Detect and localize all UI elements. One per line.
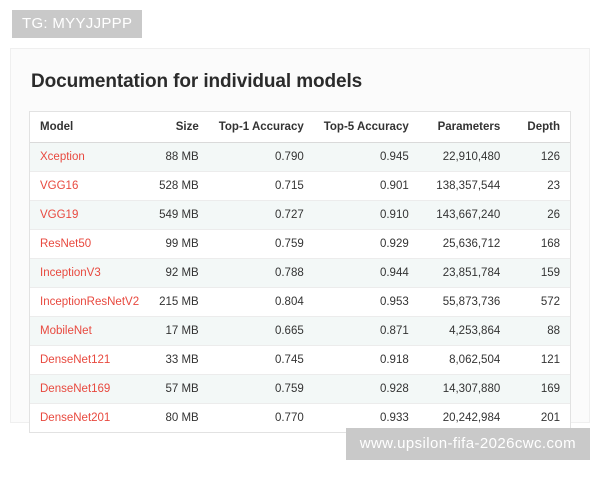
table-cell-top1: 0.790 [209,143,314,172]
table-cell-top1: 0.727 [209,201,314,230]
table-cell-top5: 0.929 [314,230,419,259]
table-cell-model [30,143,149,172]
table-cell-depth: 159 [510,259,570,288]
table-cell-size: 528 MB [149,172,209,201]
table-row [30,230,570,259]
table-cell-top1: 0.770 [274,412,304,424]
table-cell-depth: 88 [510,317,570,346]
table-cell-parameters: 23,851,784 [419,259,511,288]
table-cell-top1: 0.759 [209,230,314,259]
column-header-parameters: Parameters [419,112,511,143]
table-cell-top1: 0.665 [209,317,314,346]
models-table-header [30,112,570,143]
table-cell-model [30,317,149,346]
table-cell-top5: 0.945 [314,143,419,172]
table-cell-top5: 0.944 [314,259,419,288]
table-cell-top1: 0.745 [209,346,314,375]
model-link-densenet201[interactable]: DenseNet201 [40,412,111,424]
model-link-xception[interactable]: Xception [40,151,85,163]
model-link-resnet50[interactable]: ResNet50 [40,238,92,250]
page-title: Documentation for individual models [31,71,363,92]
model-link-mobilenet[interactable]: MobileNet [40,325,92,337]
table-cell-top5: 0.928 [314,375,419,404]
table-cell-model [30,375,149,404]
table-cell-top1: 0.788 [209,259,314,288]
table-cell-top5: 0.918 [314,346,419,375]
table-cell-size: 92 MB [149,259,209,288]
table-cell-top5: 0.871 [314,317,419,346]
model-link-vgg16[interactable]: VGG16 [40,180,79,192]
models-table-body [30,143,570,433]
table-cell-top1: 0.715 [209,172,314,201]
table-cell-size: 215 MB [149,288,209,317]
model-link-densenet121[interactable]: DenseNet121 [40,354,111,366]
table-cell-model [30,172,149,201]
table-cell-size: 80 MB [165,412,199,424]
table-row [30,317,570,346]
table-cell-depth: 168 [510,230,570,259]
table-cell-top5: 0.933 [379,412,409,424]
table-cell-parameters: 22,910,480 [419,143,511,172]
table-header-row [30,112,570,143]
table-cell-parameters: 143,667,240 [419,201,511,230]
table-cell-top5: 0.901 [314,172,419,201]
table-cell-parameters: 14,307,880 [419,375,511,404]
table-cell-top5: 0.910 [314,201,419,230]
column-header-depth: Depth [510,112,570,143]
model-link-densenet169[interactable]: DenseNet169 [40,383,111,395]
table-cell-parameters: 138,357,544 [419,172,511,201]
site-url-watermark: www.upsilon-fifa-2026cwc.com [346,428,590,460]
column-header-model: Model [30,112,149,143]
table-cell-parameters: 4,253,864 [419,317,511,346]
column-header-size: Size [149,112,209,143]
table-cell-model [30,404,149,433]
table-row [30,143,570,172]
table-cell-model [30,259,149,288]
table-cell-parameters: 25,636,712 [419,230,511,259]
telegram-tag-watermark: TG: MYYJJPPP [12,10,142,38]
table-cell-size: 99 MB [149,230,209,259]
documentation-card [10,48,590,423]
column-header-top1-accuracy: Top-1 Accuracy [209,112,314,143]
table-cell-top5: 0.953 [314,288,419,317]
table-row [30,346,570,375]
model-link-inceptionv3[interactable]: InceptionV3 [40,267,101,279]
table-cell-parameters: 8,062,504 [419,346,511,375]
table-row [30,288,570,317]
table-cell-depth: 121 [510,346,570,375]
table-row [30,259,570,288]
table-cell-size: 88 MB [149,143,209,172]
table-cell-depth: 26 [510,201,570,230]
model-link-inceptionresnetv2[interactable]: InceptionResNetV2 [40,296,140,308]
table-cell-depth: 23 [510,172,570,201]
table-row [30,375,570,404]
table-cell-size: 549 MB [149,201,209,230]
table-cell-top1: 0.804 [209,288,314,317]
table-cell-size: 17 MB [149,317,209,346]
models-table-container [29,111,571,433]
table-cell-model [30,201,149,230]
table-cell-parameters: 20,242,984 [442,412,501,424]
table-cell-depth: 126 [510,143,570,172]
model-link-vgg19[interactable]: VGG19 [40,209,79,221]
models-table [30,112,570,432]
table-cell-top1: 0.759 [209,375,314,404]
table-cell-parameters: 55,873,736 [419,288,511,317]
column-header-top5-accuracy: Top-5 Accuracy [314,112,419,143]
table-cell-model [30,230,149,259]
table-cell-depth: 201 [540,412,560,424]
table-row [30,201,570,230]
table-cell-depth: 572 [510,288,570,317]
table-cell-size: 33 MB [149,346,209,375]
table-cell-depth: 169 [510,375,570,404]
table-cell-model [30,346,149,375]
table-cell-model [30,288,149,317]
table-cell-size: 57 MB [149,375,209,404]
table-row [30,172,570,201]
